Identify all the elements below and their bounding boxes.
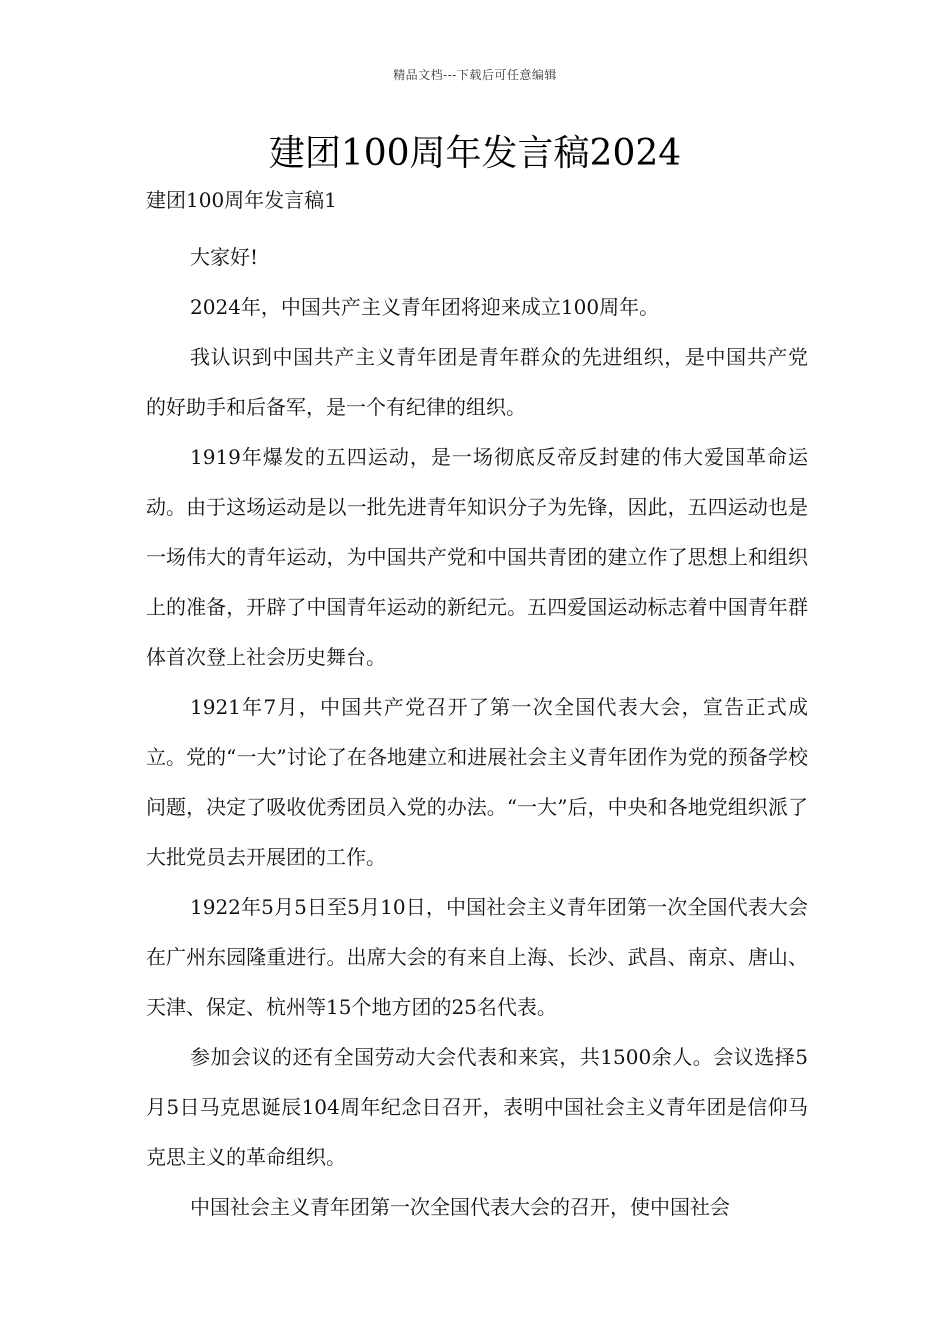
document-body bbox=[146, 232, 808, 1232]
paragraph: 1922年5月5日至5月10日，中国社会主义青年团第一次全国代表大会在广州东园隆重进行。出席大会的有来自上海、长沙、武昌、南京、唐山、天津、保定、杭州等15个地方团的25名代表。 bbox=[146, 895, 808, 1019]
paragraph: 参加会议的还有全国劳动大会代表和来宾，共1500余人。会议选择5月5日马克思诞辰104周年纪念日召开，表明中国社会主义青年团是信仰马克思主义的革命组织。 bbox=[146, 1045, 808, 1169]
paragraph: 中国社会主义青年团第一次全国代表大会的召开，使中国社会 bbox=[190, 1195, 730, 1219]
document-title: 建团100周年发言稿2024 bbox=[268, 133, 682, 174]
paragraph: 大家好! bbox=[190, 245, 259, 269]
paragraph: 1919年爆发的五四运动，是一场彻底反帝反封建的伟大爱国革命运动。由于这场运动是以一批先进青年知识分子为先锋，因此，五四运动也是一场伟大的青年运动，为中国共产党和中国共青团的建立作了思想上和组织上的准备，开辟了中国青年运动的新纪元。五四爱国运动标志着中国青年群体首次登上社会历史舞台。 bbox=[146, 445, 808, 669]
document-subtitle: 建团100周年发言稿1 bbox=[146, 188, 337, 212]
paragraph: 1921年7月，中国共产党召开了第一次全国代表大会，宣告正式成立。党的“一大”讨论了在各地建立和进展社会主义青年团作为党的预备学校问题，决定了吸收优秀团员入党的办法。“一大”后，中央和各地党组织派了大批党员去开展团的工作。 bbox=[146, 695, 808, 869]
header-note: 精品文档---下载后可任意编辑 bbox=[393, 68, 557, 82]
paragraph: 我认识到中国共产主义青年团是青年群众的先进组织，是中国共产党的好助手和后备军，是一个有纪律的组织。 bbox=[146, 345, 808, 419]
paragraph: 2024年，中国共产主义青年团将迎来成立100周年。 bbox=[190, 295, 660, 319]
